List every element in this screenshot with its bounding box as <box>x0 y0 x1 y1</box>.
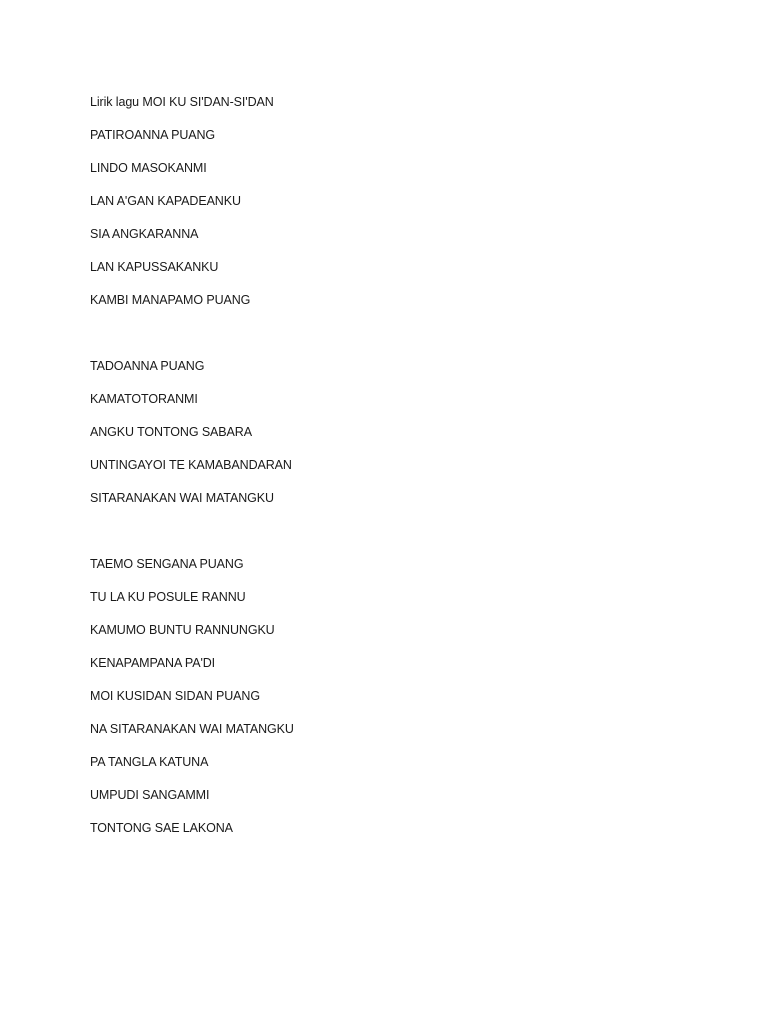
lyric-line: LAN A'GAN KAPADEANKU <box>90 194 241 208</box>
lyric-line: ANGKU TONTONG SABARA <box>90 425 252 439</box>
stanza-1 <box>90 126 690 324</box>
lyric-line: KAMBI MANAPAMO PUANG <box>90 293 251 307</box>
lyric-line: TADOANNA PUANG <box>90 359 205 373</box>
document-title: Lirik lagu MOI KU SI'DAN-SI'DAN <box>90 95 274 109</box>
lyric-line: SIA ANGKARANNA <box>90 227 199 241</box>
lyric-line: SITARANAKAN WAI MATANGKU <box>90 491 274 505</box>
lyric-line: KENAPAMPANA PA'DI <box>90 656 216 670</box>
lyric-line: UMPUDI SANGAMMI <box>90 788 210 802</box>
lyrics-body <box>90 93 690 852</box>
lyric-line: UNTINGAYOI TE KAMABANDARAN <box>90 458 292 472</box>
lyric-line: TAEMO SENGANA PUANG <box>90 557 244 571</box>
lyric-line: TU LA KU POSULE RANNU <box>90 590 246 604</box>
lyric-line: KAMUMO BUNTU RANNUNGKU <box>90 623 275 637</box>
stanza-gap <box>90 324 690 357</box>
lyric-line: PA TANGLA KATUNA <box>90 755 209 769</box>
lyric-line: LINDO MASOKANMI <box>90 161 207 175</box>
lyric-line: NA SITARANAKAN WAI MATANGKU <box>90 722 294 736</box>
stanza-3 <box>90 555 690 852</box>
stanza-2 <box>90 357 690 522</box>
lyric-line: PATIROANNA PUANG <box>90 128 216 142</box>
stanza-gap <box>90 522 690 555</box>
lyric-line: TONTONG SAE LAKONA <box>90 821 233 835</box>
lyric-line: MOI KUSIDAN SIDAN PUANG <box>90 689 260 703</box>
lyric-line: KAMATOTORANMI <box>90 392 198 406</box>
lyric-line: LAN KAPUSSAKANKU <box>90 260 219 274</box>
